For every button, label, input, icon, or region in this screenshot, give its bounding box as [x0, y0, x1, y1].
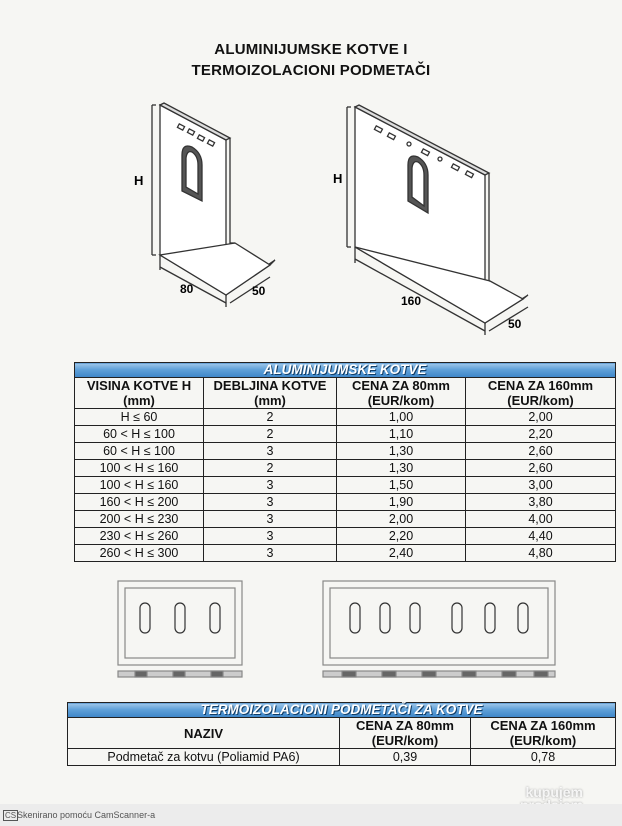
- table-cell: 1,90: [337, 494, 466, 511]
- table-cell: 4,80: [466, 545, 616, 562]
- table-row: [75, 460, 616, 477]
- table-cell: 260 < H ≤ 300: [75, 545, 204, 562]
- podmetaci-header-row: [68, 718, 616, 749]
- header-cena-80: CENA ZA 80mm (EUR/kom): [337, 378, 466, 409]
- table-cell: 2,20: [337, 528, 466, 545]
- table-cell: 2,00: [337, 511, 466, 528]
- table-cell: 1,00: [337, 409, 466, 426]
- table-cell: 0,78: [471, 749, 616, 766]
- page-title-line1: ALUMINIJUMSKE KOTVE I: [214, 41, 408, 58]
- table-row: [75, 494, 616, 511]
- podmetaci-banner: TERMOIZOLACIONI PODMETAČI ZA KOTVE: [68, 703, 616, 718]
- table-cell: 2,20: [466, 426, 616, 443]
- large-width-label: 160: [401, 294, 422, 308]
- table-cell: 100 < H ≤ 160: [75, 460, 204, 477]
- header-cena-160: CENA ZA 160mm (EUR/kom): [471, 718, 616, 749]
- table-cell: 2: [204, 409, 337, 426]
- table-cell: 200 < H ≤ 230: [75, 511, 204, 528]
- kotve-header-row: [75, 378, 616, 409]
- small-anchor-drawing: [130, 95, 290, 315]
- large-anchor-drawing: [330, 95, 540, 345]
- small-height-label: H: [134, 173, 144, 188]
- table-cell: 230 < H ≤ 260: [75, 528, 204, 545]
- table-cell: Podmetač za kotvu (Poliamid PA6): [68, 749, 340, 766]
- table-cell: 3: [204, 511, 337, 528]
- table-cell: 2,40: [337, 545, 466, 562]
- kotve-banner: ALUMINIJUMSKE KOTVE: [75, 363, 616, 378]
- table-cell: 2,60: [466, 443, 616, 460]
- small-depth-label: 50: [252, 284, 266, 298]
- table-cell: 100 < H ≤ 160: [75, 477, 204, 494]
- kotve-table: [74, 362, 616, 562]
- watermark: kupujem: [525, 784, 584, 800]
- table-cell: 4,40: [466, 528, 616, 545]
- podmetaci-table: [67, 702, 616, 766]
- header-debljina: DEBLJINA KOTVE (mm): [204, 378, 337, 409]
- page-title-line2: TERMOIZOLACIONI PODMETAČI: [191, 62, 431, 79]
- table-row: [75, 545, 616, 562]
- large-pad-drawing: [320, 578, 560, 683]
- large-height-label: H: [333, 171, 343, 186]
- table-cell: 3,00: [466, 477, 616, 494]
- table-row: [68, 749, 616, 766]
- table-row: [75, 528, 616, 545]
- table-cell: 2,00: [466, 409, 616, 426]
- table-cell: 3: [204, 443, 337, 460]
- table-cell: 4,00: [466, 511, 616, 528]
- table-cell: 1,30: [337, 443, 466, 460]
- table-cell: 60 < H ≤ 100: [75, 443, 204, 460]
- table-cell: 2: [204, 460, 337, 477]
- table-row: [75, 443, 616, 460]
- table-row: [75, 409, 616, 426]
- table-cell: 3: [204, 545, 337, 562]
- table-row: [75, 511, 616, 528]
- header-cena-80: CENA ZA 80mm (EUR/kom): [340, 718, 471, 749]
- table-cell: 1,50: [337, 477, 466, 494]
- table-cell: 1,10: [337, 426, 466, 443]
- table-cell: 0,39: [340, 749, 471, 766]
- small-width-label: 80: [180, 282, 194, 296]
- table-cell: 60 < H ≤ 100: [75, 426, 204, 443]
- header-visina: VISINA KOTVE H (mm): [75, 378, 204, 409]
- table-cell: 3: [204, 494, 337, 511]
- table-row: [75, 426, 616, 443]
- scanner-footer: [0, 804, 622, 826]
- footer-text: Skenirano pomoću CamScanner-a: [17, 810, 156, 820]
- table-cell: 3: [204, 477, 337, 494]
- header-cena-160: CENA ZA 160mm (EUR/kom): [466, 378, 616, 409]
- small-pad-drawing: [115, 578, 245, 683]
- table-cell: 2,60: [466, 460, 616, 477]
- header-naziv: NAZIV: [68, 718, 340, 749]
- table-cell: 1,30: [337, 460, 466, 477]
- large-depth-label: 50: [508, 317, 522, 331]
- camscanner-icon: CS: [5, 811, 17, 820]
- table-cell: 3,80: [466, 494, 616, 511]
- table-cell: 3: [204, 528, 337, 545]
- table-row: [75, 477, 616, 494]
- table-cell: 160 < H ≤ 200: [75, 494, 204, 511]
- table-cell: 2: [204, 426, 337, 443]
- table-cell: H ≤ 60: [75, 409, 204, 426]
